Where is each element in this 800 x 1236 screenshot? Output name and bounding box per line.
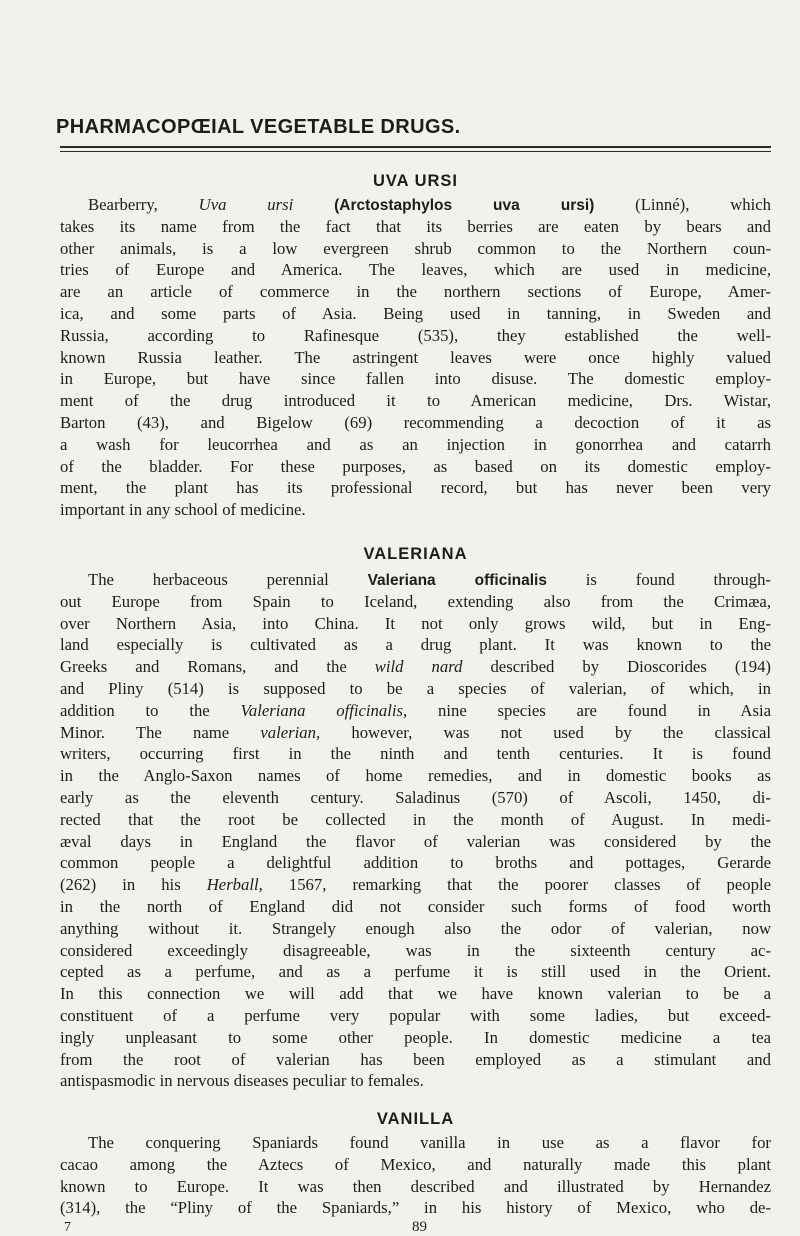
text-line bbox=[60, 591, 771, 613]
text-line bbox=[60, 743, 771, 765]
text-run: antispasmodic in nervous diseases peculiar to females. bbox=[60, 1071, 424, 1091]
italic-term: valerian, bbox=[260, 722, 321, 742]
text-line bbox=[60, 477, 771, 499]
text-line bbox=[60, 347, 771, 369]
text-run: are an article of commerce in the northern sections of Europe, Amer- bbox=[60, 282, 771, 302]
text-line bbox=[60, 1070, 771, 1092]
text-run: 1567, remarking that the poorer classes of people bbox=[262, 875, 771, 895]
text-run: cacao among the Aztecs of Mexico, and naturally made this plant bbox=[60, 1154, 771, 1174]
text-run: common people a delightful addition to broths and pottages, Gerarde bbox=[60, 853, 771, 873]
text-line bbox=[60, 1154, 771, 1176]
text-line bbox=[60, 852, 771, 874]
text-run: cepted as a perfume, and as a perfume it is still used in the Orient. bbox=[60, 962, 771, 982]
text-run: land especially is cultivated as a drug plant. It was known to the bbox=[60, 635, 771, 655]
text-run: rected that the root be collected in the month of August. In medi- bbox=[60, 809, 771, 829]
text-run: nine species are found in Asia bbox=[407, 700, 771, 720]
text-run: takes its name from the fact that its berries are eaten by bears and bbox=[60, 216, 771, 236]
header-rule-thin bbox=[60, 151, 771, 152]
signature-mark: 7 bbox=[64, 1220, 71, 1235]
text-run: other animals, is a low evergreen shrub common to the Northern coun- bbox=[60, 238, 771, 258]
text-run: in the Anglo-Saxon names of home remedies, and in domestic books as bbox=[60, 766, 771, 786]
section-body-valeriana bbox=[60, 569, 771, 1092]
text-run: (314), the “Pliny of the Spaniards,” in his history of Mexico, who de- bbox=[60, 1198, 771, 1218]
text-run: (Linné), which bbox=[594, 195, 771, 214]
text-run: known to Europe. It was then described and illustrated by Hernandez bbox=[60, 1176, 771, 1196]
text-line bbox=[60, 1049, 771, 1071]
text-run: important in any school of medicine. bbox=[60, 500, 306, 520]
text-line bbox=[60, 1132, 771, 1154]
text-line bbox=[60, 194, 771, 216]
text-run: ingly unpleasant to some other people. In domestic medicine a tea bbox=[60, 1027, 771, 1047]
text-line bbox=[60, 831, 771, 853]
text-run: over Northern Asia, into China. It not only grows wild, but in Eng- bbox=[60, 613, 771, 633]
text-run: Russia, according to Rafinesque (535), they established the well- bbox=[60, 325, 771, 345]
text-run: early as the eleventh century. Saladinus (570) of Ascoli, 1450, di- bbox=[60, 787, 771, 807]
text-line bbox=[60, 765, 771, 787]
text-run: addition to the bbox=[60, 700, 241, 720]
text-line bbox=[60, 325, 771, 347]
section-heading-uva-ursi: UVA URSI bbox=[372, 172, 458, 190]
text-line bbox=[60, 700, 771, 722]
botanical-name: Valeriana officinalis bbox=[367, 572, 547, 589]
section-body-vanilla bbox=[60, 1132, 771, 1219]
text-run: In this connection we will add that we have known valerian to be a bbox=[60, 984, 771, 1004]
text-line bbox=[60, 456, 771, 478]
text-run: from the root of valerian has been employed as a stimulant and bbox=[60, 1049, 771, 1069]
text-run: in the north of England did not consider such forms of food worth bbox=[60, 896, 771, 916]
section-heading-vanilla: VANILLA bbox=[376, 1110, 455, 1128]
text-line bbox=[60, 1027, 771, 1049]
text-run: ment of the drug introduced it to American medicine, Drs. Wistar, bbox=[60, 391, 771, 411]
text-line bbox=[60, 434, 771, 456]
text-run: tries of Europe and America. The leaves, which are used in medicine, bbox=[60, 260, 771, 280]
text-line bbox=[60, 722, 771, 744]
italic-term: Valeriana officinalis, bbox=[240, 700, 408, 720]
text-run: out Europe from Spain to Iceland, extending also from the Crimæa, bbox=[60, 591, 771, 611]
text-run: of the bladder. For these purposes, as based on its domestic employ- bbox=[60, 456, 771, 476]
text-line bbox=[60, 412, 771, 434]
section-heading-valeriana: VALERIANA bbox=[363, 545, 468, 563]
text-run: considered exceedingly disagreeable, was in the sixteenth century ac- bbox=[60, 940, 771, 960]
text-run: and Pliny (514) is supposed to be a species of valerian, of which, in bbox=[60, 678, 771, 698]
botanical-name: (Arctostaphylos uva ursi) bbox=[334, 197, 595, 214]
text-line bbox=[60, 809, 771, 831]
italic-term: wild nard bbox=[374, 657, 463, 677]
text-run: a wash for leucorrhea and as an injection in gonorrhea and catarrh bbox=[60, 434, 771, 454]
text-run: (262) in his bbox=[60, 875, 207, 895]
text-run: The conquering Spaniards found vanilla in use as a flavor for bbox=[88, 1133, 771, 1152]
text-run: Minor. The name bbox=[60, 722, 261, 742]
text-line bbox=[60, 259, 771, 281]
text-line bbox=[60, 678, 771, 700]
text-run: anything without it. Strangely enough also the odor of valerian, now bbox=[60, 918, 771, 938]
text-line bbox=[60, 656, 771, 678]
text-line bbox=[60, 368, 771, 390]
text-line bbox=[60, 983, 771, 1005]
text-run: Barton (43), and Bigelow (69) recommending a decoction of it as bbox=[60, 412, 771, 432]
text-run: The herbaceous perennial bbox=[88, 570, 368, 589]
text-line bbox=[60, 613, 771, 635]
italic-term: Uva ursi bbox=[198, 195, 294, 214]
section-body-uva-ursi bbox=[60, 194, 771, 521]
text-line bbox=[60, 634, 771, 656]
text-line bbox=[60, 1197, 771, 1219]
text-line bbox=[60, 940, 771, 962]
text-run: writers, occurring first in the ninth and tenth centuries. It is found bbox=[60, 744, 771, 764]
text-line bbox=[60, 303, 771, 325]
text-line bbox=[60, 874, 771, 896]
italic-term: Herball, bbox=[206, 875, 263, 895]
text-line bbox=[60, 499, 771, 521]
text-run: however, was not used by the classical bbox=[320, 722, 771, 742]
running-head: PHARMACOPŒIAL VEGETABLE DRUGS. bbox=[56, 116, 461, 138]
text-run: in Europe, but have since fallen into disuse. The domestic employ- bbox=[60, 369, 771, 389]
text-run: ica, and some parts of Asia. Being used in tanning, in Sweden and bbox=[60, 303, 771, 323]
text-run: Bearberry, bbox=[88, 195, 199, 214]
text-line bbox=[60, 1176, 771, 1198]
page-number: 89 bbox=[412, 1219, 427, 1235]
text-run bbox=[293, 195, 334, 214]
text-line bbox=[60, 896, 771, 918]
text-run: Greeks and Romans, and the bbox=[60, 657, 375, 677]
text-line bbox=[60, 569, 771, 591]
text-line bbox=[60, 390, 771, 412]
text-run: is found through- bbox=[546, 570, 771, 589]
text-run: described by Dioscorides (194) bbox=[462, 657, 771, 677]
text-run: known Russia leather. The astringent leaves were once highly valued bbox=[60, 347, 771, 367]
text-line bbox=[60, 281, 771, 303]
text-line bbox=[60, 787, 771, 809]
text-line bbox=[60, 216, 771, 238]
header-rule-thick bbox=[60, 146, 771, 148]
text-line bbox=[60, 918, 771, 940]
text-run: ment, the plant has its professional record, but has never been very bbox=[60, 478, 771, 498]
text-line bbox=[60, 238, 771, 260]
text-run: constituent of a perfume very popular with some ladies, but exceed- bbox=[60, 1005, 771, 1025]
text-line bbox=[60, 961, 771, 983]
text-run: æval days in England the flavor of valerian was considered by the bbox=[60, 831, 771, 851]
text-line bbox=[60, 1005, 771, 1027]
